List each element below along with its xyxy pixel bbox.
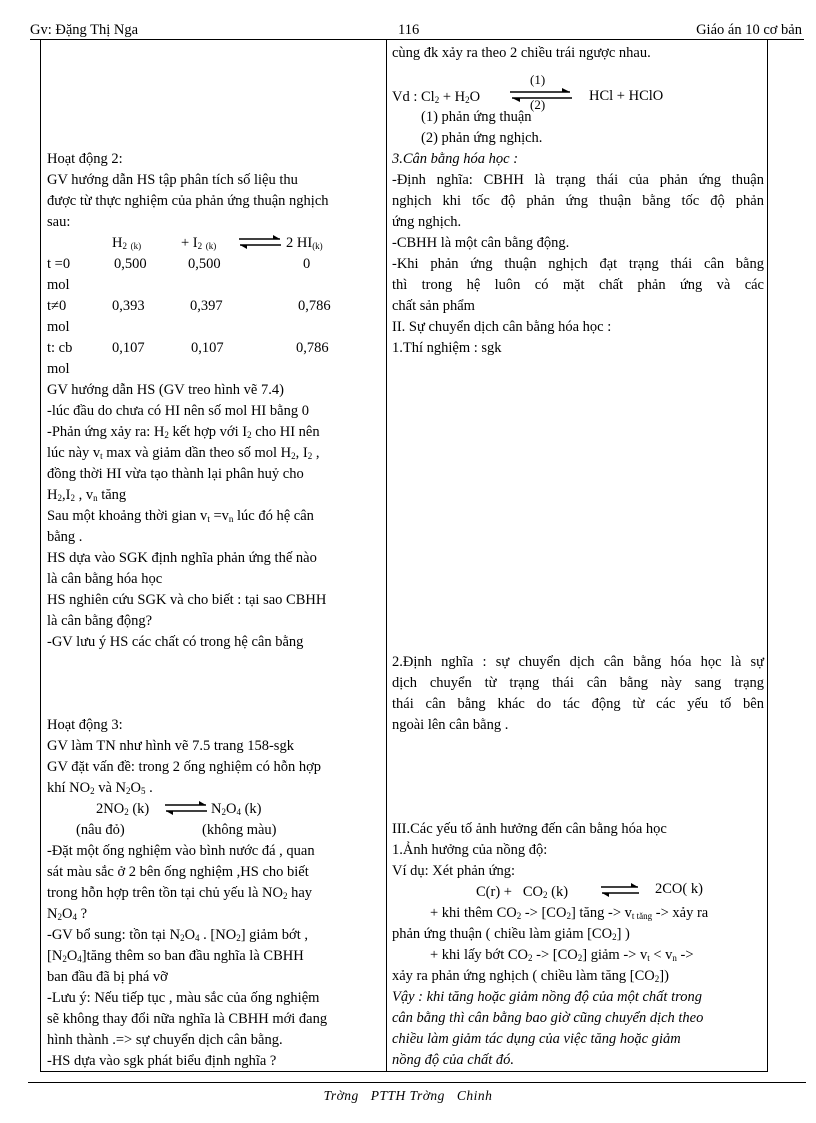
color-note-brown: (nâu đỏ) — [76, 822, 125, 838]
section-III-heading: III.Các yếu tố ảnh hưởng đến cân bằng hóa học — [392, 821, 667, 837]
left-line: GV hướng dẫn HS (GV treo hình vẽ 7.4) — [47, 382, 284, 398]
right-line: + khi thêm $CO_2 -> [CO_2]$ tăng -> $v_{t tăng}$ -> xảy ra — [430, 905, 709, 921]
right-line: -Định nghĩa: CBHH là trạng thái của phản ứng thuận — [392, 172, 764, 188]
left-line: khí $NO_2$ và $N_2O_5$ . — [47, 780, 153, 796]
n2o4-product: $N_2O_4$ (k) — [211, 801, 262, 817]
left-line: là cân bằng động? — [47, 613, 153, 629]
right-line: 2.Định nghĩa : sự chuyển dịch cân bằng hóa học là sự — [392, 654, 764, 670]
table-cell: 0,397 — [190, 298, 223, 314]
footer-rule — [28, 1082, 806, 1083]
left-line: sát màu sắc ở 2 bên ống nghiệm ,HS cho biết — [47, 864, 309, 880]
arrow-label-forward: (1) — [530, 72, 546, 87]
left-line: HS dựa vào SGK định nghĩa phản ứng thế nào — [47, 550, 317, 566]
left-line: -Phản ứng xảy ra: $H_2$ kết hợp với $I_2$ cho HI nên — [47, 424, 320, 440]
table-row-unit: mol — [47, 319, 70, 335]
left-line: -HS dựa vào sgk phát biểu định nghĩa ? — [47, 1053, 277, 1069]
table-row-label: t≠0 — [47, 298, 67, 314]
table-row-unit: mol — [47, 361, 70, 377]
teacher-name: Gv: Đặng Thị Nga — [30, 22, 139, 38]
table-row-label: t =0 — [47, 256, 71, 272]
left-line: $[N_2O_4]tăng$ thêm so ban đầu nghĩa là CBHH — [47, 948, 304, 964]
color-note-colorless: (không màu) — [202, 822, 277, 838]
table-cell: 0 — [303, 256, 311, 272]
carbon-equation: C(r) + $CO_2$ (k) — [476, 884, 569, 900]
page-number: 116 — [398, 22, 420, 38]
right-line: dịch chuyển từ trạng thái cân bằng này sang trạng — [392, 675, 764, 691]
right-line: ứng nghịch. — [392, 214, 462, 230]
table-cell: 0,786 — [296, 340, 329, 356]
right-line: -CBHH là một cân bằng động. — [392, 235, 570, 251]
table-cell: 0,500 — [188, 256, 221, 272]
activity-2-heading: Hoạt động 2: — [47, 151, 123, 167]
left-line: Sau một khoảng thời gian $v_t =v_n$ lúc đó hệ cân — [47, 508, 314, 524]
equilibrium-arrow-icon — [238, 235, 282, 249]
table-cell: 0,786 — [298, 298, 331, 314]
section-II-heading: II. Sự chuyển dịch cân bằng hóa học : — [392, 319, 612, 335]
table-row-unit: mol — [47, 277, 70, 293]
conclusion-line: cân bằng thì cân bằng bao giờ cũng chuyển dịch theo — [392, 1010, 704, 1026]
left-line: đồng thời HI vừa tạo thành lại phân huỷ cho — [47, 466, 304, 482]
example-equation-cl2: Vd : $Cl_2 + H_2O$ — [392, 89, 481, 105]
equilibrium-arrow-icon — [600, 883, 640, 897]
right-line: cùng đk xảy ra theo 2 chiều trái ngược nhau. — [392, 45, 651, 61]
hi-equation-iodine: + $I_2$ $_{(k)}$ — [181, 235, 217, 251]
hi-equation-product: 2 $HI_{(k)}$ — [286, 235, 323, 251]
left-line: GV đặt vấn đề: trong 2 ống nghiệm có hỗn hợp — [47, 759, 321, 775]
table-cell: 0,107 — [191, 340, 224, 356]
table-cell: 0,500 — [114, 256, 147, 272]
footer-school: Trờng PTTH Trờng Chinh — [323, 1088, 493, 1103]
left-line: ban đầu đã bị phá vỡ — [47, 969, 168, 985]
carbon-equation-products: 2CO( k) — [655, 881, 703, 897]
left-line: -lúc đầu do chưa có HI nên số mol HI bằng 0 — [47, 403, 309, 419]
left-line: GV làm TN như hình vẽ 7.5 trang 158-sgk — [47, 738, 294, 754]
left-line: lúc này $v_t$ max và giảm dần theo số mol $H_2$, $I_2$ , — [47, 445, 320, 461]
table-cell: 0,107 — [112, 340, 145, 356]
left-line: hình thành .=> sự chuyển dịch cân bằng. — [47, 1032, 283, 1048]
right-line: 1.Ảnh hưởng của nồng độ: — [392, 842, 548, 858]
right-line: -Khi phản ứng thuận nghịch đạt trạng thái cân bằng — [392, 256, 764, 272]
left-line: trong hỗn hợp trên tồn tại chủ yếu là $NO_2$ hay — [47, 885, 313, 901]
table-row-label: t: cb — [47, 340, 73, 356]
right-line: xảy ra phản ứng nghịch ( chiều làm tăng $[CO_2]$) — [392, 968, 669, 984]
left-line: -GV lưu ý HS các chất có trong hệ cân bằng — [47, 634, 304, 650]
activity-3-heading: Hoạt động 3: — [47, 717, 123, 733]
no2-equation: $2NO_2$ (k) — [96, 801, 150, 817]
right-line: ngoài lên cân bằng . — [392, 717, 509, 733]
example-products: HCl + HClO — [589, 88, 664, 104]
right-line: 1.Thí nghiệm : sgk — [392, 340, 502, 356]
document-title: Giáo án 10 cơ bản — [696, 22, 802, 38]
right-line: + khi lấy bớt $CO_2 -> [CO_2]$ giảm -> $v_t < v_n$ -> — [430, 947, 694, 963]
equilibrium-arrow-icon — [164, 801, 208, 815]
left-line: -Lưu ý: Nếu tiếp tục , màu sắc của ống nghiệm — [47, 990, 320, 1006]
conclusion-line: chiều làm giảm tác dụng của việc tăng hoặc giảm — [392, 1031, 681, 1047]
left-line: $N_2O_4$ ? — [47, 906, 88, 922]
left-line: HS nghiên cứu SGK và cho biết : tại sao CBHH — [47, 592, 327, 608]
right-line: nghịch khi tốc độ phản ứng thuận bằng tốc độ phản — [392, 193, 764, 209]
left-line: -GV bổ sung: tồn tại $N_2O_4$ . $[NO_2]$ giảm bớt , — [47, 927, 308, 943]
right-line: phản ứng thuận ( chiều làm giảm $[CO_2]$ ) — [392, 926, 630, 942]
left-line: sau: — [47, 214, 71, 230]
arrow-label-reverse: (2) — [530, 97, 546, 112]
right-line: Ví dụ: Xét phản ứng: — [392, 863, 516, 879]
hi-equation: $H_2$ $_{(k)}$ — [112, 235, 142, 251]
conclusion-line: Vậy : khi tăng hoặc giảm nồng độ của một chất trong — [392, 989, 702, 1005]
right-line: thái cân bằng khác do tác động từ các yếu tố bên — [392, 696, 764, 712]
section-3-heading: 3.Cân bằng hóa học : — [392, 151, 519, 167]
right-line: chất sản phẩm — [392, 298, 475, 314]
column-divider — [386, 39, 387, 1071]
table-cell: 0,393 — [112, 298, 145, 314]
left-line: -Đặt một ống nghiệm vào bình nước đá , quan — [47, 843, 315, 859]
forward-reaction-note: (1) phản ứng thuận — [421, 109, 532, 125]
left-line: GV hướng dẫn HS tập phân tích số liệu thu — [47, 172, 298, 188]
left-line: được từ thực nghiệm của phản ứng thuận nghịch — [47, 193, 329, 209]
conclusion-line: nồng độ của chất đó. — [392, 1052, 515, 1068]
left-line: là cân bằng hóa học — [47, 571, 163, 587]
left-line: $H_2,I_2$ , $v_n$ tăng — [47, 487, 127, 503]
right-line: thì trong hệ luôn có mặt chất phản ứng và các — [392, 277, 764, 293]
reverse-reaction-note: (2) phản ứng nghịch. — [421, 130, 543, 146]
left-line: sẽ không thay đổi nữa nghĩa là CBHH mới đang — [47, 1011, 328, 1027]
left-line: bằng . — [47, 529, 83, 545]
